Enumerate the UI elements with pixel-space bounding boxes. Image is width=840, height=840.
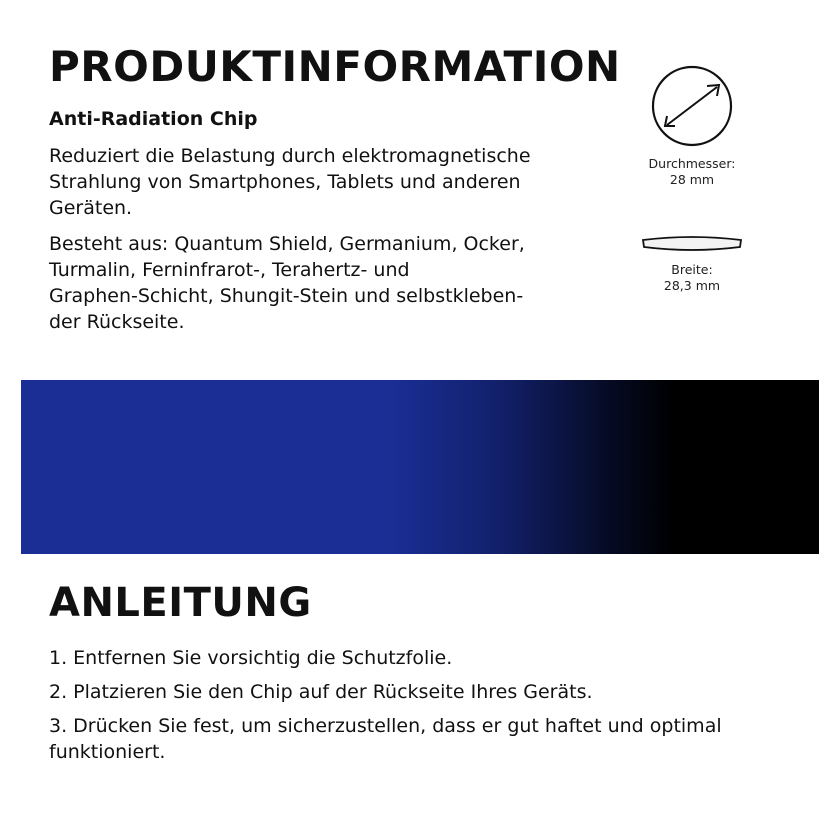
product-composition xyxy=(49,231,609,335)
instruction-step: 1. Entfernen Sie vorsichtig die Schutzfolie. xyxy=(49,647,453,669)
gradient-banner xyxy=(21,380,819,554)
product-name: Anti-Radiation Chip xyxy=(49,108,258,130)
chip-side-profile-icon xyxy=(640,234,744,258)
instruction-step: 3. Drücken Sie fest, um sicherzustellen, dass er gut haftet und optimal funktioniert. xyxy=(49,715,722,763)
width-label: Breite: xyxy=(671,262,713,277)
composition-line: Besteht aus: Quantum Shield, Germanium, Ocker, xyxy=(49,233,525,255)
diameter-value: 28 mm xyxy=(669,172,715,187)
diameter-label: Durchmesser: xyxy=(648,156,736,171)
instructions-heading: ANLEITUNG xyxy=(49,580,312,626)
width-value: 28,3 mm xyxy=(663,278,721,293)
composition-line: der Rückseite. xyxy=(49,311,185,333)
diameter-circle-icon xyxy=(650,64,734,148)
composition-line: Graphen-Schicht, Shungit-Stein und selbstkleben- xyxy=(49,285,524,307)
instruction-step: 2. Platzieren Sie den Chip auf der Rückseite Ihres Geräts. xyxy=(49,681,593,703)
width-spec xyxy=(622,262,762,294)
product-description: Reduziert die Belastung durch elektromagnetische Strahlung von Smartphones, Tablets und anderen Geräten. xyxy=(49,145,531,219)
composition-line: Turmalin, Ferninfrarot-, Terahertz- und xyxy=(49,259,410,281)
product-info-heading: PRODUKTINFORMATION xyxy=(49,42,621,91)
diameter-spec xyxy=(622,156,762,188)
instructions-list xyxy=(49,645,769,773)
